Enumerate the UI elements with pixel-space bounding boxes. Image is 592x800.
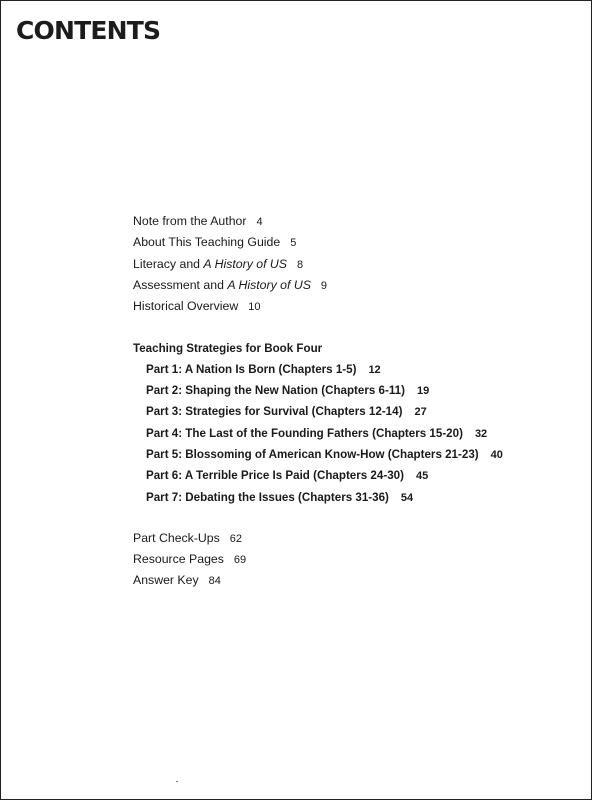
- section-heading: Teaching Strategies for Book Four: [133, 342, 323, 355]
- toc-page-number: 9: [320, 280, 328, 292]
- toc-page-number: 45: [415, 470, 429, 482]
- toc-entry[interactable]: [133, 213, 263, 230]
- toc-page-number: 54: [400, 492, 414, 504]
- toc-entry[interactable]: [133, 572, 221, 589]
- toc-entry-title: Part 1: A Nation Is Born (Chapters 1-5): [146, 363, 357, 376]
- toc-entry[interactable]: [133, 551, 246, 568]
- toc-entry[interactable]: [133, 256, 303, 273]
- toc-part-entry[interactable]: [146, 404, 427, 420]
- toc-entry[interactable]: [133, 277, 327, 294]
- toc-entry-title: Part 2: Shaping the New Nation (Chapters 6-11): [146, 384, 405, 397]
- toc-part-entry[interactable]: [146, 426, 487, 442]
- toc-entry-title: Answer Key: [133, 573, 199, 587]
- toc-entry-title: Part 3: Strategies for Survival (Chapters 12-14): [146, 405, 403, 418]
- toc-part-entry[interactable]: [146, 383, 429, 399]
- toc-part-entry[interactable]: [146, 362, 381, 378]
- print-speck: [176, 781, 178, 782]
- toc-page-number: 4: [256, 216, 263, 228]
- toc-page-number: 12: [368, 364, 381, 376]
- toc-page-number: 27: [414, 406, 427, 418]
- toc-entry[interactable]: [133, 530, 242, 547]
- toc-page-number: 69: [233, 554, 247, 566]
- toc-page-number: 84: [208, 575, 221, 587]
- toc-entry-title: Resource Pages: [133, 552, 224, 566]
- toc-entry-title: Part 4: The Last of the Founding Fathers (Chapters 15-20): [146, 427, 463, 440]
- toc-entry-title: Part Check-Ups: [133, 531, 220, 545]
- toc-page-number: 8: [297, 259, 304, 271]
- toc-part-entry[interactable]: [146, 468, 428, 484]
- toc-entry[interactable]: [133, 298, 260, 315]
- toc-page-number: 40: [490, 449, 503, 461]
- toc-part-entry[interactable]: [146, 447, 503, 463]
- toc-entry-title-italic: A History of US: [203, 257, 288, 271]
- toc-entry-title: Part 5: Blossoming of American Know-How (Chapters 21-23): [146, 448, 479, 461]
- toc-page-number: 10: [248, 301, 261, 313]
- toc-page-number: 62: [229, 533, 243, 545]
- toc-entry-title: Literacy and: [133, 257, 204, 271]
- toc-entry-title: Note from the Author: [133, 214, 247, 228]
- toc-entry-title-italic: A History of US: [227, 278, 311, 292]
- toc-part-entry[interactable]: [146, 490, 413, 506]
- page-title: CONTENTS: [16, 16, 161, 45]
- toc-entry[interactable]: [133, 234, 296, 251]
- toc-entry-title: About This Teaching Guide: [133, 235, 281, 249]
- toc-entry-title: Historical Overview: [133, 299, 239, 313]
- toc-page-number: 5: [290, 237, 297, 249]
- toc-entry-title: Assessment and: [133, 278, 228, 292]
- toc-page-number: 19: [416, 385, 430, 397]
- toc-entry-title: Part 7: Debating the Issues (Chapters 31-36): [146, 491, 389, 504]
- toc-page-number: 32: [474, 428, 488, 440]
- toc-entry-title: Part 6: A Terrible Price Is Paid (Chapters 24-30): [146, 469, 404, 482]
